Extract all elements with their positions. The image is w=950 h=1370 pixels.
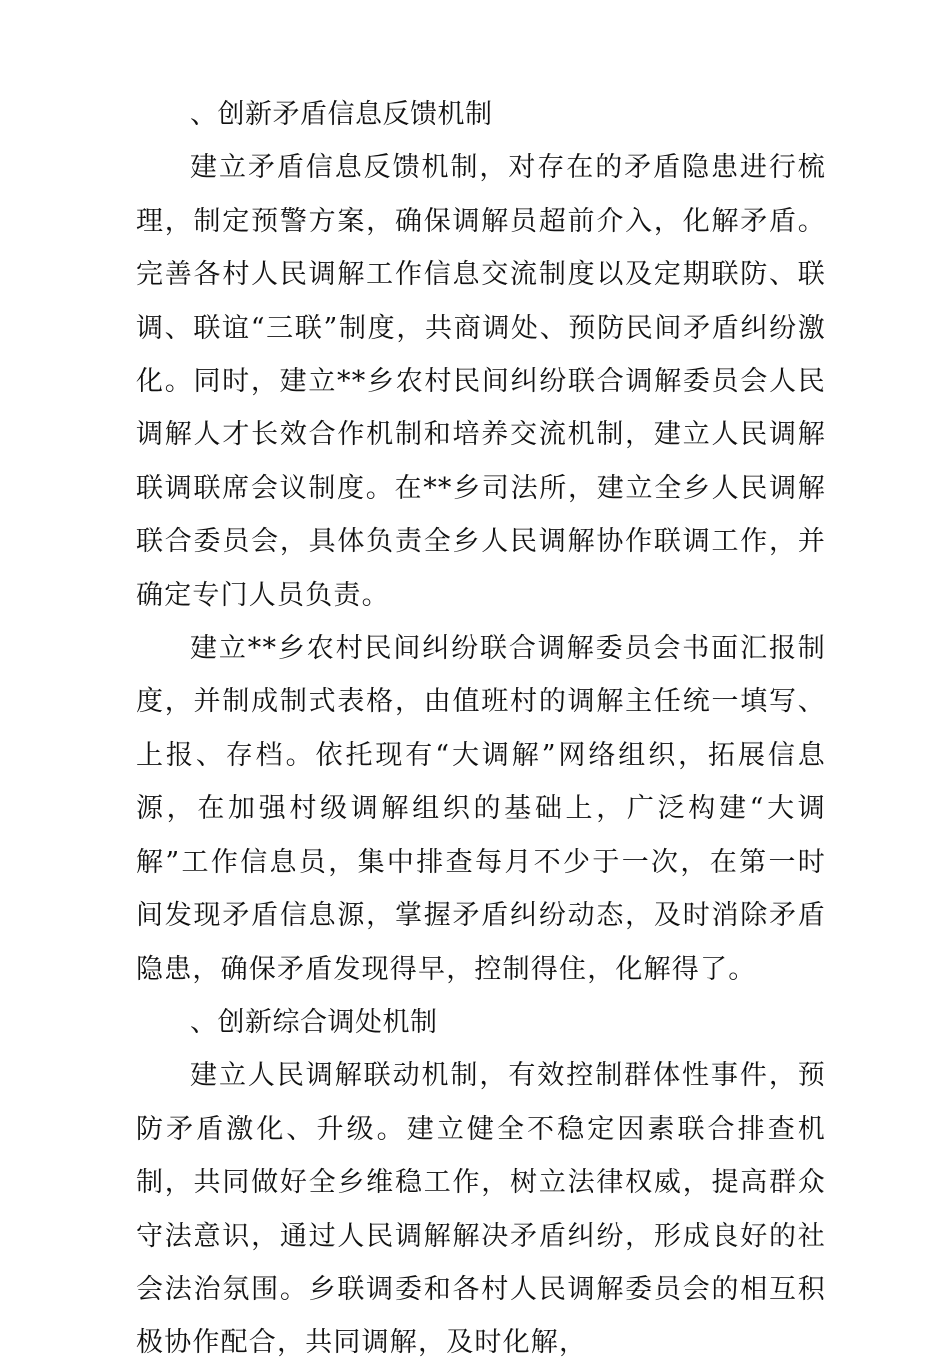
paragraph: 建立人民调解联动机制，有效控制群体性事件，预防矛盾激化、升级。建立健全不稳定因素联合排查机制，共同做好全乡维稳工作，树立法律权威，提高群众守法意识，通过人民调解解决矛盾纠纷，形成良好的社会法治氛围。乡联调委和各村人民调解委员会的相互积极协作配合，共同调解，及时化解， [136,1060,826,1359]
document-body [136,88,826,1370]
paragraph: 建立**乡农村民间纠纷联合调解委员会书面汇报制度，并制成制式表格，由值班村的调解主任统一填写、上报、存档。依托现有“大调解”网络组织，拓展信息源，在加强村级调解组织的基础上，广泛构建“大调解”工作信息员，集中排查每月不少于一次，在第一时间发现矛盾信息源，掌握矛盾纠纷动态，及时消除矛盾隐患，确保矛盾发现得早，控制得住，化解得了。 [136,633,826,985]
section-heading-feedback-mechanism: 、创新矛盾信息反馈机制 [190,99,493,130]
paragraph: 建立矛盾信息反馈机制，对存在的矛盾隐患进行梳理，制定预警方案，确保调解员超前介入，化解矛盾。完善各村人民调解工作信息交流制度以及定期联防、联调、联谊“三联”制度，共商调处、预防民间矛盾纠纷激化。同时，建立**乡农村民间纠纷联合调解委员会人民调解人才长效合作机制和培养交流机制，建立人民调解联调联席会议制度。在**乡司法所，建立全乡人民调解联合委员会，具体负责全乡人民调解协作联调工作，并确定专门人员负责。 [136,152,826,611]
section-heading-comprehensive-mediation: 、创新综合调处机制 [190,1006,438,1038]
